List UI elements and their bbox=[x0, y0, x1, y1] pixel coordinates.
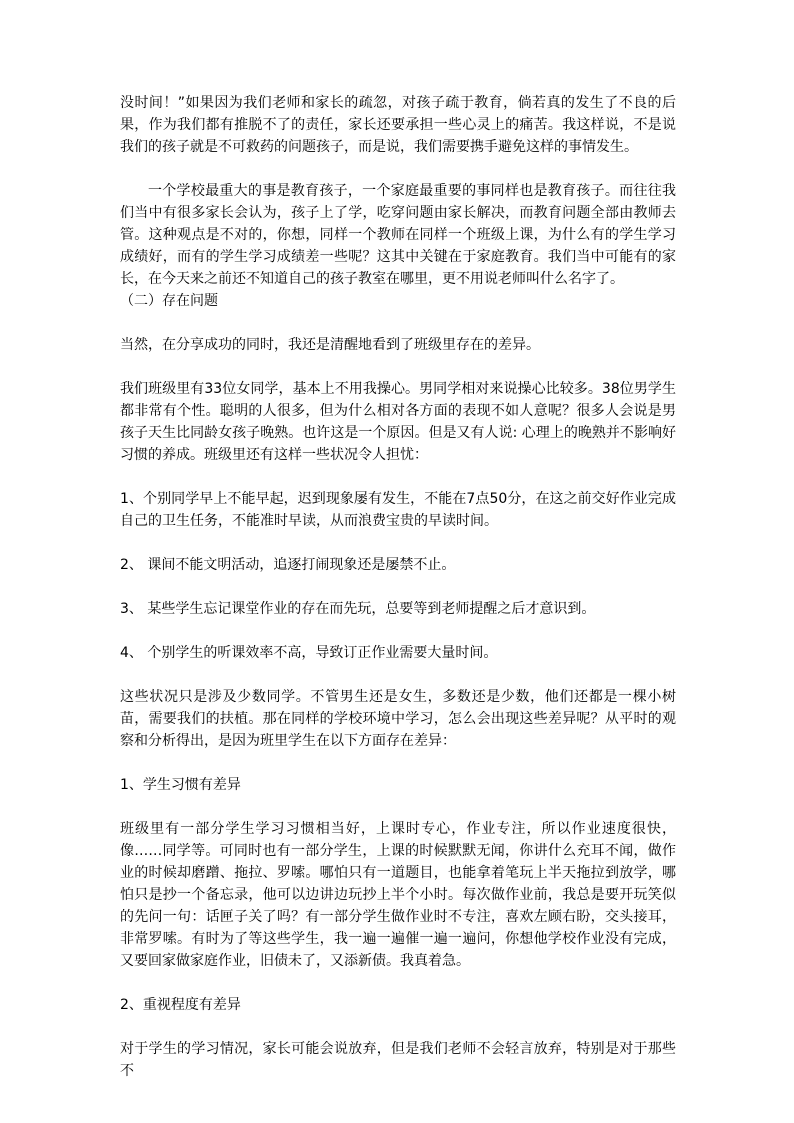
list-item-4: 4、 个别学生的听课效率不高，导致订正作业需要大量时间。 bbox=[120, 645, 498, 661]
list-item-1: 1、个别同学早上不能早起，迟到现象屡有发生，不能在7点50分，在这之前交好作业完成自己的卫生任务，不能准时早读，从而浪费宝贵的早读时间。 bbox=[120, 491, 676, 529]
paragraph-intro: 没时间！”如果因为我们老师和家长的疏忽，对孩子疏于教育，倘若真的发生了不良的后果，作为我们都有推脱不了的责任，家长还要承担一些心灵上的痛苦。我这样说，不是说我们的孩子就是不可救药的问题孩子，而是说，我们需要携手避免这样的事情发生。 bbox=[120, 95, 676, 155]
paragraph-differences: 当然，在分享成功的同时，我还是清醒地看到了班级里存在的差异。 bbox=[120, 337, 540, 353]
paragraph-analysis: 这些状况只是涉及少数同学。不管男生还是女生，多数还是少数，他们还都是一棵小树苗，需要我们的扶植。那在同样的学校环境中学习，怎么会出现这些差异呢？从平时的观察和分析得出，是因为班里学生在以下方面存在差异： bbox=[120, 689, 676, 749]
subheading-attention: 2、重视程度有差异 bbox=[120, 997, 241, 1013]
section-heading-problems: （二）存在问题 bbox=[120, 293, 218, 309]
list-item-3: 3、 某些学生忘记课堂作业的存在而先玩，总要等到老师提醒之后才意识到。 bbox=[120, 601, 596, 617]
paragraph-education: 一个学校最重大的事是教育孩子，一个家庭最重要的事同样也是教育孩子。而往往我们当中有很多家长会认为，孩子上了学，吃穿问题由家长解决，而教育问题全部由教师去管。这种观点是不对的，你想，同样一个教师在同样一个班级上课，为什么有的学生学习成绩好，而有的学生学习成绩差一些呢？这其中关键在于家庭教育。我们当中可能有的家长，在今天来之前还不知道自己的孩子教室在哪里，更不用说老师叫什么名字了。 bbox=[120, 183, 676, 287]
subheading-habits: 1、学生习惯有差异 bbox=[120, 777, 241, 793]
document-page bbox=[120, 92, 676, 1082]
paragraph-attention: 对于学生的学习情况，家长可能会说放弃，但是我们老师不会轻言放弃，特别是对于那些不 bbox=[120, 1041, 676, 1079]
paragraph-class-composition: 我们班级里有33位女同学，基本上不用我操心。男同学相对来说操心比较多。38位男学生都非常有个性。聪明的人很多，但为什么相对各方面的表现不如人意呢？很多人会说是男孩子天生比同龄女孩子晚熟。也许这是一个原因。但是又有人说: 心理上的晚熟并不影响好习惯的养成。班级里还有这样一些状况令人担忧： bbox=[120, 381, 676, 463]
paragraph-habits: 班级里有一部分学生学习习惯相当好，上课时专心，作业专注，所以作业速度很快，像……同学等。可同时也有一部分学生，上课的时候默默无闻，你讲什么充耳不闻，做作业的时候却磨蹭、拖拉、罗嗦。哪怕只有一道题目，也能拿着笔玩上半天拖拉到放学，哪怕只是抄一个备忘录，他可以边讲边玩抄上半个小时。每次做作业前，我总是要开玩笑似的先问一句：话匣子关了吗？有一部分学生做作业时不专注，喜欢左顾右盼，交头接耳，非常罗嗦。有时为了等这些学生，我一遍一遍催一遍一遍问，你想他学校作业没有完成，又要回家做家庭作业，旧债未了，又添新债。我真着急。 bbox=[120, 821, 676, 969]
list-item-2: 2、 课间不能文明活动，追逐打闹现象还是屡禁不止。 bbox=[120, 557, 456, 573]
